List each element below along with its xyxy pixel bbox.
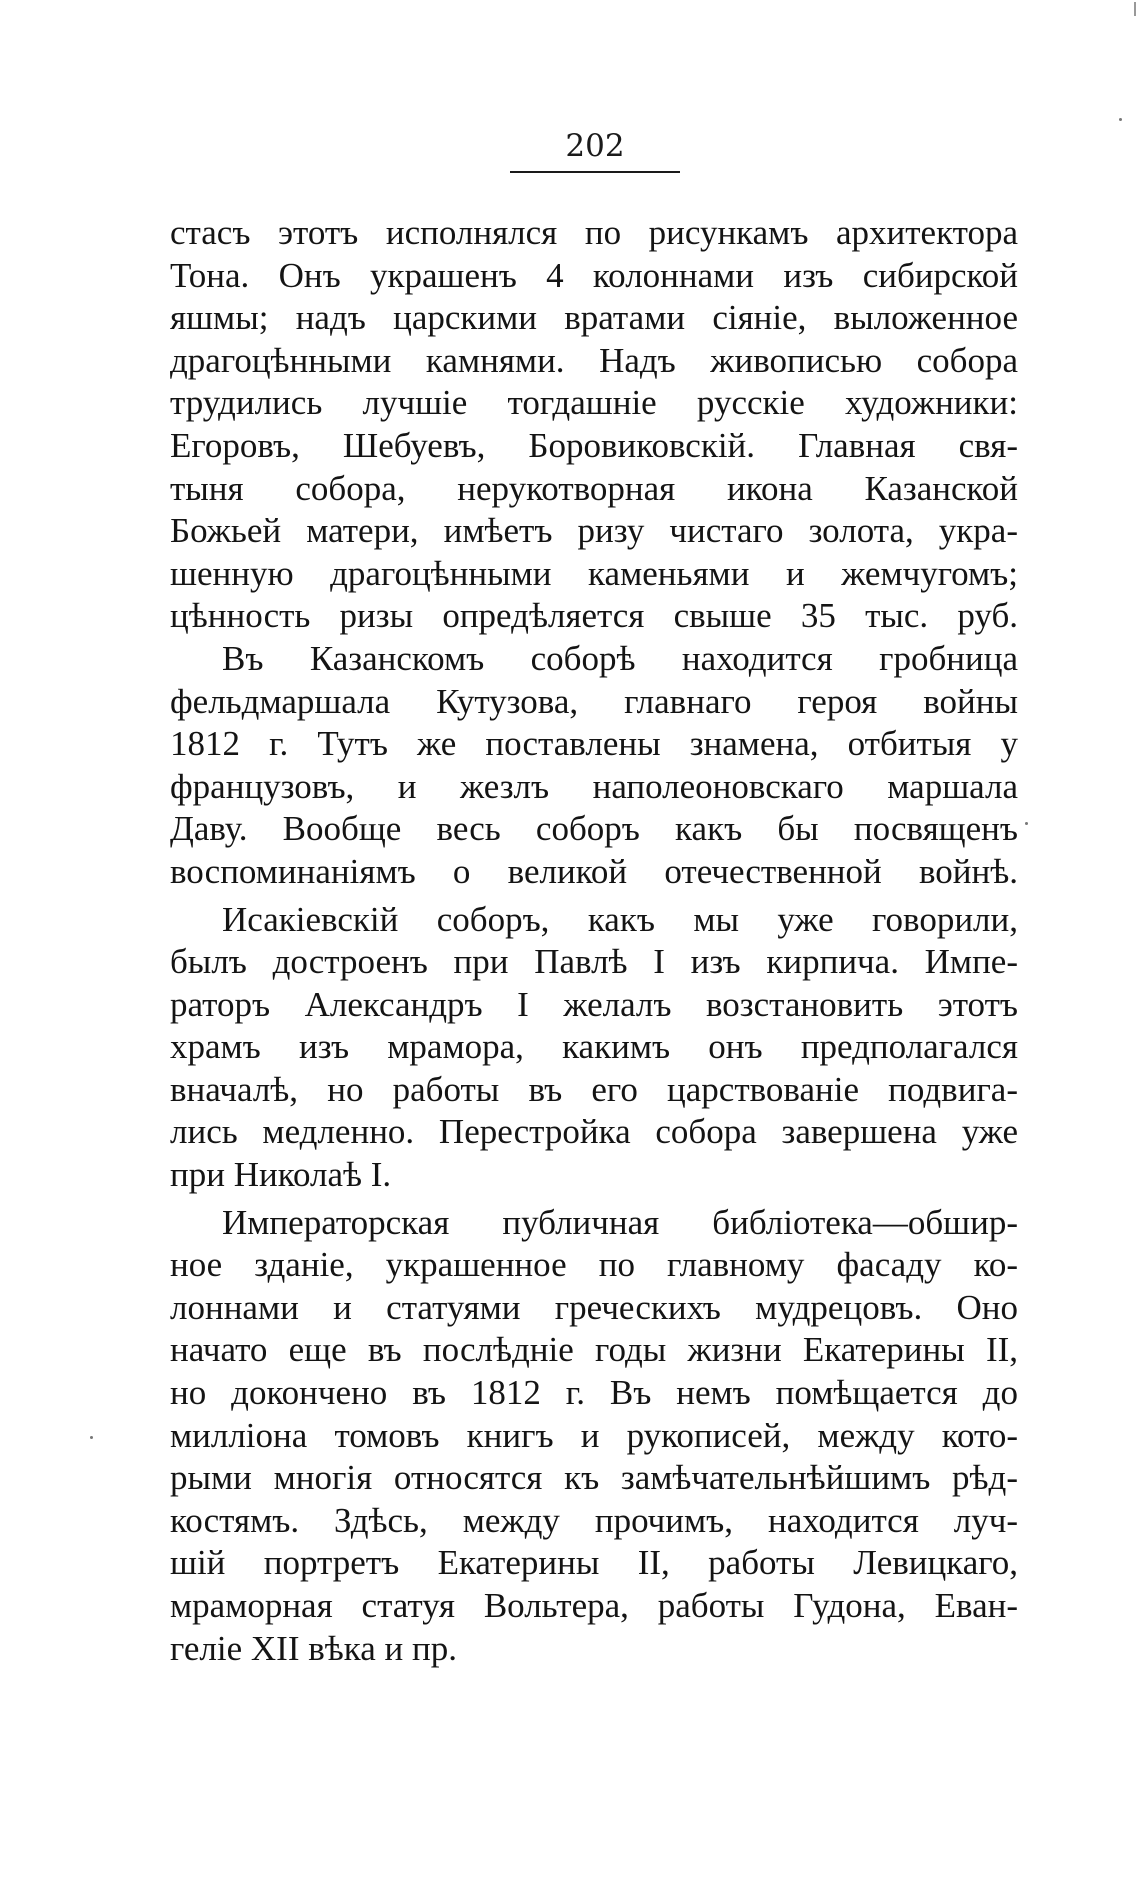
text-line: былъ достроенъ при Павлѣ I изъ кирпича. Импе- [170, 942, 1018, 982]
page-number: 202 [565, 128, 625, 164]
text-line: яшмы; надъ царскими вратами сіяніе, выложенное [170, 298, 1018, 338]
text-line: Егоровъ, Шебуевъ, Боровиковскій. Главная свя- [170, 425, 1018, 465]
paragraph-2 [170, 638, 1018, 894]
text-line: фельдмаршала Кутузова, главнаго героя войны [170, 681, 1018, 721]
paragraph-4 [170, 1202, 1018, 1671]
text-line: воспоминаніямъ о великой отечественной войнѣ. [170, 851, 1018, 891]
text-line: мраморная статуя Вольтера, работы Гудона, Еван- [170, 1586, 1018, 1625]
text-line: костямъ. Здѣсь, между прочимъ, находится луч- [170, 1500, 1018, 1540]
text-line: лись медленно. Перестройка собора завершена уже [170, 1112, 1018, 1152]
text-line: начато еще въ послѣдніе годы жизни Екатерины II, [170, 1330, 1018, 1370]
text-line: Въ Казанскомъ соборѣ находится гробница [222, 638, 1018, 678]
text-line: геліе XII вѣка и пр. [170, 1628, 457, 1668]
text-line: раторъ Александръ I желалъ возстановить этотъ [170, 984, 1018, 1024]
text-line: рыми многія относятся къ замѣчательнѣйшимъ рѣд- [170, 1458, 1018, 1498]
text-line: трудились лучшіе тогдашніе русскіе художники: [170, 383, 1018, 423]
page-number-rule [510, 171, 680, 173]
body-text [170, 212, 1018, 1670]
paragraph-3 [170, 899, 1018, 1197]
text-line: Тона. Онъ украшенъ 4 колоннами изъ сибирской [170, 255, 1018, 295]
text-line: 1812 г. Тутъ же поставлены знамена, отбитыя у [170, 724, 1018, 764]
text-line: Императорская публичная библіотека—обшир- [222, 1202, 1018, 1242]
text-line: тыня собора, нерукотворная икона Казанской [170, 468, 1018, 508]
scan-speck [1134, 2, 1136, 16]
text-line: Исакіевскій соборъ, какъ мы уже говорили, [222, 899, 1018, 939]
scan-speck [90, 1436, 93, 1439]
text-line: при Николаѣ I. [170, 1155, 392, 1195]
text-line: шій портретъ Екатерины II, работы Левицкаго, [170, 1543, 1018, 1583]
text-line: лоннами и статуями греческихъ мудрецовъ. Оно [170, 1287, 1018, 1327]
text-line: шенную драгоцѣнными каменьями и жемчугомъ; [170, 553, 1018, 593]
text-line: Даву. Вообще весь соборъ какъ бы посвященъ [170, 809, 1018, 849]
text-line: но докончено въ 1812 г. Въ немъ помѣщается до [170, 1373, 1018, 1413]
text-line: храмъ изъ мрамора, какимъ онъ предполагался [170, 1027, 1018, 1067]
text-line: Божьей матери, имѣетъ ризу чистаго золота, укра- [170, 511, 1018, 551]
scan-speck [1025, 822, 1028, 825]
text-line: драгоцѣнными камнями. Надъ живописью собора [170, 340, 1018, 380]
paragraph-1 [170, 212, 1018, 638]
text-line: вначалѣ, но работы въ его царствованіе подвига- [170, 1069, 1018, 1109]
scan-speck [1119, 118, 1122, 121]
text-line: стасъ этотъ исполнялся по рисункамъ архитектора [170, 213, 1018, 252]
text-line: французовъ, и жезлъ наполеоновскаго маршала [170, 766, 1018, 806]
text-line: цѣнность ризы опредѣляется свыше 35 тыс. руб. [170, 596, 1018, 636]
text-line: ное зданіе, украшенное по главному фасаду ко- [170, 1245, 1018, 1285]
text-line: милліона томовъ книгъ и рукописей, между кото- [170, 1415, 1018, 1455]
